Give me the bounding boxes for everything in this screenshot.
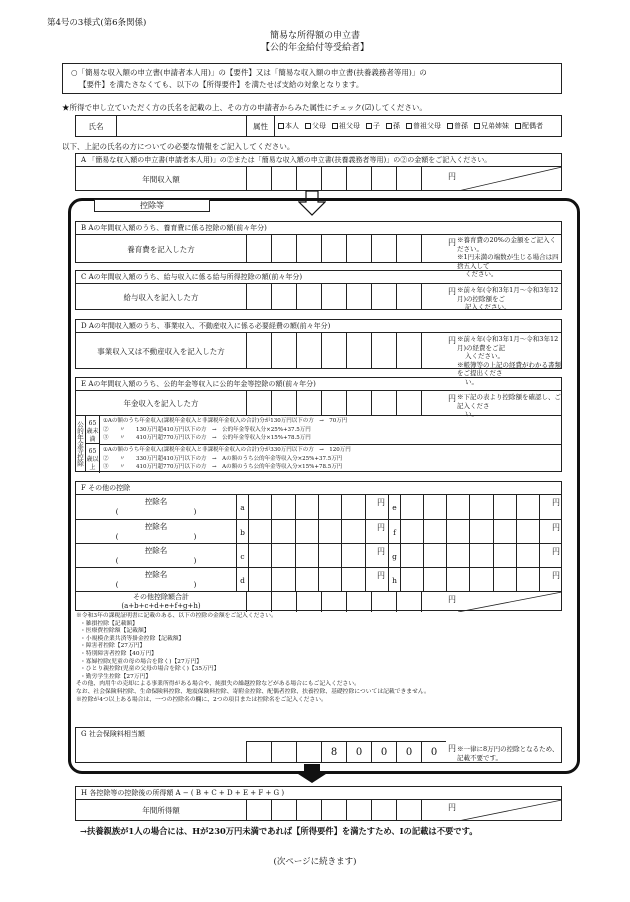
salary-income-label: 給与収入を記入した方	[123, 292, 199, 302]
deduction-digits-left[interactable]	[248, 568, 388, 592]
section-b-digits[interactable]	[246, 235, 446, 263]
section-f	[75, 481, 562, 611]
checkbox-box[interactable]	[278, 123, 284, 129]
yen-mark: 円	[552, 523, 560, 532]
section-e	[75, 377, 562, 472]
yen-mark: 円	[448, 394, 456, 403]
pension-income-label: 年金収入を記入した方	[123, 398, 199, 408]
note-line: ※前々年(令和3年1月〜令和3年12月)の控除額をご	[457, 286, 559, 303]
total-diagonal	[458, 592, 562, 612]
section-e-digits[interactable]	[246, 391, 446, 415]
table-row: ② 〃 330万円超410万円以下の方 → Aの額のうち公的年金等収入分×25%+37.5万円	[103, 455, 343, 462]
under-65-rows	[103, 417, 347, 443]
deduction-letter: e	[388, 495, 400, 519]
yen-mark: 円	[448, 172, 456, 181]
name-attribute-row	[75, 115, 562, 137]
attribute-checkbox[interactable]	[406, 121, 441, 131]
section-g-header: G 社会保険料相当額	[81, 730, 145, 738]
section-c	[75, 270, 562, 310]
table-row: ①Aの額のうち年金収入(課税年金収入と非課税年金収入の合計)分が330万円以下の方 → 120万円	[103, 447, 351, 453]
digit-cell: 0	[371, 742, 396, 763]
deduction-name-field[interactable]	[76, 495, 236, 519]
attribute-checkbox[interactable]	[447, 121, 468, 131]
yen-mark: 円	[448, 238, 456, 247]
business-income-label: 事業収入又は不動産収入を記入した方	[97, 346, 225, 356]
note-line: ※控除が4つ以上ある場合は、一つの控除名の欄に、2つの項目または控除名をご記入ください。	[76, 696, 327, 703]
checkbox-label: 子	[373, 122, 380, 130]
pension-deduction-table	[76, 415, 561, 472]
child-support-label: 養育費を記入した方	[127, 244, 195, 254]
note-line: なお、社会保険料控除、生命保険料控除、地震保険料控除、寄附金控除、配偶者控除、扶養控除、基礎控除については記載できません。	[76, 688, 430, 695]
checkbox-box[interactable]	[305, 123, 311, 129]
other-deduction-row	[76, 495, 561, 519]
form-title-block	[0, 30, 630, 54]
note-line: ※下記の表より控除額を確認し、ご記入くださ	[457, 393, 561, 410]
note-line: ・小規模企業共済等掛金控除【記載額】	[80, 635, 185, 642]
deduction-digits-right[interactable]	[400, 568, 562, 592]
section-a-header: A 「簡易な収入額の申立書(申請者本人用)」の②または「簡易な収入額の申立書(扶養義務者等用)」の②の金額をご記入ください。	[76, 154, 561, 167]
section-a-diagonal	[458, 167, 562, 191]
note-line: 記入ください。	[465, 303, 511, 311]
total-label	[76, 592, 246, 612]
checkbox-box[interactable]	[447, 123, 453, 129]
name-field[interactable]	[116, 116, 246, 136]
note-line: ・医療費控除額【記載額】	[80, 628, 150, 635]
section-c-notes	[457, 286, 561, 312]
attribute-instruction: ★所得で申し立ていただく方の氏名を記載の上、その方の申請者からみた属性にチェック(☑)してください。	[62, 103, 427, 112]
note-line: ※令和3年の課税証明書に記載のある、以下の控除の金額をご記入ください。	[76, 613, 277, 619]
total-digits[interactable]	[246, 592, 446, 612]
other-deduction-row	[76, 567, 561, 591]
attribute-options	[274, 116, 561, 136]
conclusion-text: →扶養親族が1人の場合には、Hが230万円未満であれば【所得要件】を満たすため、Iの記載は不要です。	[80, 826, 478, 836]
checkbox-box[interactable]	[474, 123, 480, 129]
yen-mark: 円	[448, 744, 456, 753]
digit-cell: 0	[421, 742, 446, 763]
checkbox-box[interactable]	[366, 123, 372, 129]
deduction-name-paren: ( )	[115, 580, 197, 589]
section-h	[75, 786, 562, 821]
yen-mark: 円	[448, 803, 456, 812]
checkbox-label: 孫	[393, 122, 400, 130]
attribute-checkbox[interactable]	[305, 121, 326, 131]
deduction-name-label: 控除名	[144, 546, 168, 555]
note-line: ・雑損控除【記載額】	[80, 620, 138, 627]
continued-note: (次ページに続きます)	[273, 857, 357, 867]
age-under-65: 65歳未満	[86, 416, 100, 444]
deduction-digits-right[interactable]	[400, 544, 562, 568]
deduction-digits-right[interactable]	[400, 495, 562, 519]
digit-cell: 0	[346, 742, 371, 763]
note-line: その他、肉用牛の売却による事業所得がある場合や、純損失の繰越控除などがある場合にもご記入ください。	[76, 681, 360, 688]
yen-mark: 円	[448, 336, 456, 345]
section-g	[75, 727, 562, 763]
note-line: ※帳簿等の上記の経費がわかる書類をご提出くださ	[457, 360, 561, 377]
checkbox-box[interactable]	[332, 123, 338, 129]
down-arrow-solid-icon	[294, 764, 330, 784]
yen-mark: 円	[377, 571, 385, 580]
notice-line-1: ○「簡易な収入額の申立書(申請者本人用)」の【要件】又は「簡易な収入額の申立書(扶養義務者等用)」の	[71, 68, 427, 77]
section-h-diagonal	[458, 800, 562, 821]
deduction-name-label: 控除名	[144, 497, 168, 506]
section-b-header: B Aの年間収入額のうち、養育費に係る控除の額(前々年分)	[76, 222, 561, 235]
deduction-letter: f	[388, 520, 400, 544]
section-h-header: H 各控除等の控除後の所得額 A − ( B + C + D + E + F + G )	[76, 787, 561, 800]
attribute-label: 属性	[246, 116, 274, 136]
deduction-digits-left[interactable]	[248, 495, 388, 519]
checkbox-label: 父母	[312, 122, 326, 130]
deduction-digits-left[interactable]	[248, 544, 388, 568]
attribute-checkbox[interactable]	[474, 121, 509, 131]
total-label-text: その他控除額合計	[133, 593, 189, 601]
total-formula: (a+b+c+d+e+f+g+h)	[121, 602, 201, 610]
note-line: 入ください。	[465, 352, 504, 360]
note-line: ・ひとり親控除(児童の父母の場合を除く)【35万円】	[80, 666, 220, 673]
checkbox-label: 本人	[285, 122, 299, 130]
form-title: 簡易な所得額の申立書	[269, 31, 360, 41]
deduction-name-paren: ( )	[115, 556, 197, 565]
yen-mark: 円	[448, 595, 456, 604]
deduction-digits-left[interactable]	[248, 520, 388, 544]
digit-cell	[271, 742, 296, 763]
digit-cell	[246, 742, 271, 763]
checkbox-label: 兄弟姉妹	[481, 122, 509, 130]
deduction-name-field[interactable]	[76, 520, 236, 544]
section-d-header: D Aの年間収入額のうち、事業収入、不動産収入に係る必要経費の額(前々年分)	[76, 320, 561, 333]
name-label: 氏名	[88, 121, 104, 131]
deduction-name-paren: ( )	[115, 507, 197, 516]
digit-cell: 8	[321, 742, 346, 763]
form-number: 第4号の3様式(第6条関係)	[47, 18, 147, 28]
checkbox-box[interactable]	[515, 123, 521, 129]
note-line: い。	[465, 377, 478, 386]
note-line: ※1円未満の端数が生じる場合は四捨五入して	[457, 253, 559, 270]
note-line: い。	[465, 410, 478, 418]
checkbox-box[interactable]	[386, 123, 392, 129]
note-line: ※前々年(令和3年1月〜令和3年12月)の経費をご記	[457, 335, 559, 352]
checkbox-label: 曾祖父母	[413, 122, 441, 130]
annual-income-digits[interactable]	[246, 167, 446, 191]
attribute-checkbox[interactable]	[332, 121, 360, 131]
other-deduction-row	[76, 543, 561, 567]
age-over-65: 65歳以上	[86, 444, 100, 473]
note-line: ください。	[465, 270, 498, 278]
other-deduction-total-row	[76, 591, 561, 611]
deduction-name-label: 控除名	[144, 570, 168, 579]
annual-income-label: 年間収入額	[142, 174, 180, 184]
note-line: ・寡婦控除(児童の母の場合を除く)【27万円】	[80, 658, 203, 665]
deduction-name-field[interactable]	[76, 568, 236, 592]
table-row: ①Aの額のうち年金収入(課税年金収入と非課税年金収入の合計)分が130万円以下の方 → 70万円	[103, 418, 348, 424]
checkbox-label: 配偶者	[522, 122, 543, 130]
deduction-title: 控除等	[94, 199, 210, 212]
table-row: ② 〃 130万円超410万円以下の方 → 公的年金等収入分×25%+37.5万円	[103, 426, 311, 433]
note-line: ・障害者控除【27万円】	[80, 643, 146, 650]
deduction-name-label: 控除名	[144, 522, 168, 531]
yen-mark: 円	[448, 287, 456, 296]
table-side-label: 公的年金等控除	[76, 416, 86, 472]
yen-mark: 円	[552, 547, 560, 556]
deduction-name-paren: ( )	[115, 532, 197, 541]
deduction-name-field[interactable]	[76, 544, 236, 568]
section-e-header: E Aの年間収入額のうち、公的年金等収入に公的年金等控除の額(前々年分)	[76, 378, 561, 391]
note-line: ・特別障害者控除【40万円】	[80, 650, 157, 657]
other-deduction-rows	[76, 495, 561, 591]
yen-mark: 円	[552, 571, 560, 580]
requirement-notice	[62, 63, 562, 94]
section-a	[75, 153, 562, 191]
section-f-header: F その他の控除	[76, 482, 561, 495]
deduction-letter: d	[236, 568, 248, 592]
yen-mark: 円	[377, 523, 385, 532]
attribute-checkbox[interactable]	[366, 121, 380, 131]
yen-mark: 円	[552, 498, 560, 507]
yen-mark: 円	[377, 547, 385, 556]
other-deduction-row	[76, 519, 561, 543]
notice-line-2: 【要件】を満たさなくても、以下の【所得要件】を満たせば支給の対象となります。	[79, 80, 364, 89]
annual-income-h-label: 年間所得額	[142, 806, 180, 815]
yen-mark: 円	[377, 498, 385, 507]
note-line: ※養育費の20%の金額をご記入ください。	[457, 236, 556, 253]
attribute-checkbox[interactable]	[278, 121, 299, 131]
social-insurance-digits	[246, 741, 446, 763]
digit-cell	[296, 742, 321, 763]
section-c-header: C Aの年間収入額のうち、給与収入に係る給与所得控除の額(前々年分)	[76, 271, 561, 284]
digit-cell: 0	[396, 742, 421, 763]
deduction-letter: g	[388, 544, 400, 568]
checkbox-label: 祖父母	[339, 122, 360, 130]
table-row: ③ 〃 410万円超770万円以下の方 → Aの額のうち公的年金等収入分×15%+78.5万円	[103, 464, 343, 470]
attribute-checkbox[interactable]	[386, 121, 400, 131]
over-65-rows	[103, 446, 351, 472]
checkbox-label: 曾孫	[454, 122, 468, 130]
deduction-letter: c	[236, 544, 248, 568]
section-c-digits[interactable]	[246, 284, 446, 310]
section-g-note: ※一律に8万円の控除となるため、記載不要です。	[457, 745, 559, 762]
deduction-letter: b	[236, 520, 248, 544]
attribute-checkbox[interactable]	[515, 121, 543, 131]
section-f-notes	[76, 613, 430, 704]
deduction-digits-right[interactable]	[400, 520, 562, 544]
note-line: ・勤労学生控除【27万円】	[80, 673, 152, 680]
table-row: ③ 〃 410万円超770万円以下の方 → 公的年金等収入分×15%+78.5万円	[103, 435, 311, 441]
intro-text: 以下、上記の氏名の方についての必要な情報をご記入してください。	[62, 142, 295, 151]
section-d-digits[interactable]	[246, 333, 446, 369]
section-h-digits[interactable]	[246, 800, 446, 821]
checkbox-box[interactable]	[406, 123, 412, 129]
deduction-letter: a	[236, 495, 248, 519]
form-subtitle: 【公的年金給付等受給者】	[260, 43, 369, 53]
deduction-letter: h	[388, 568, 400, 592]
